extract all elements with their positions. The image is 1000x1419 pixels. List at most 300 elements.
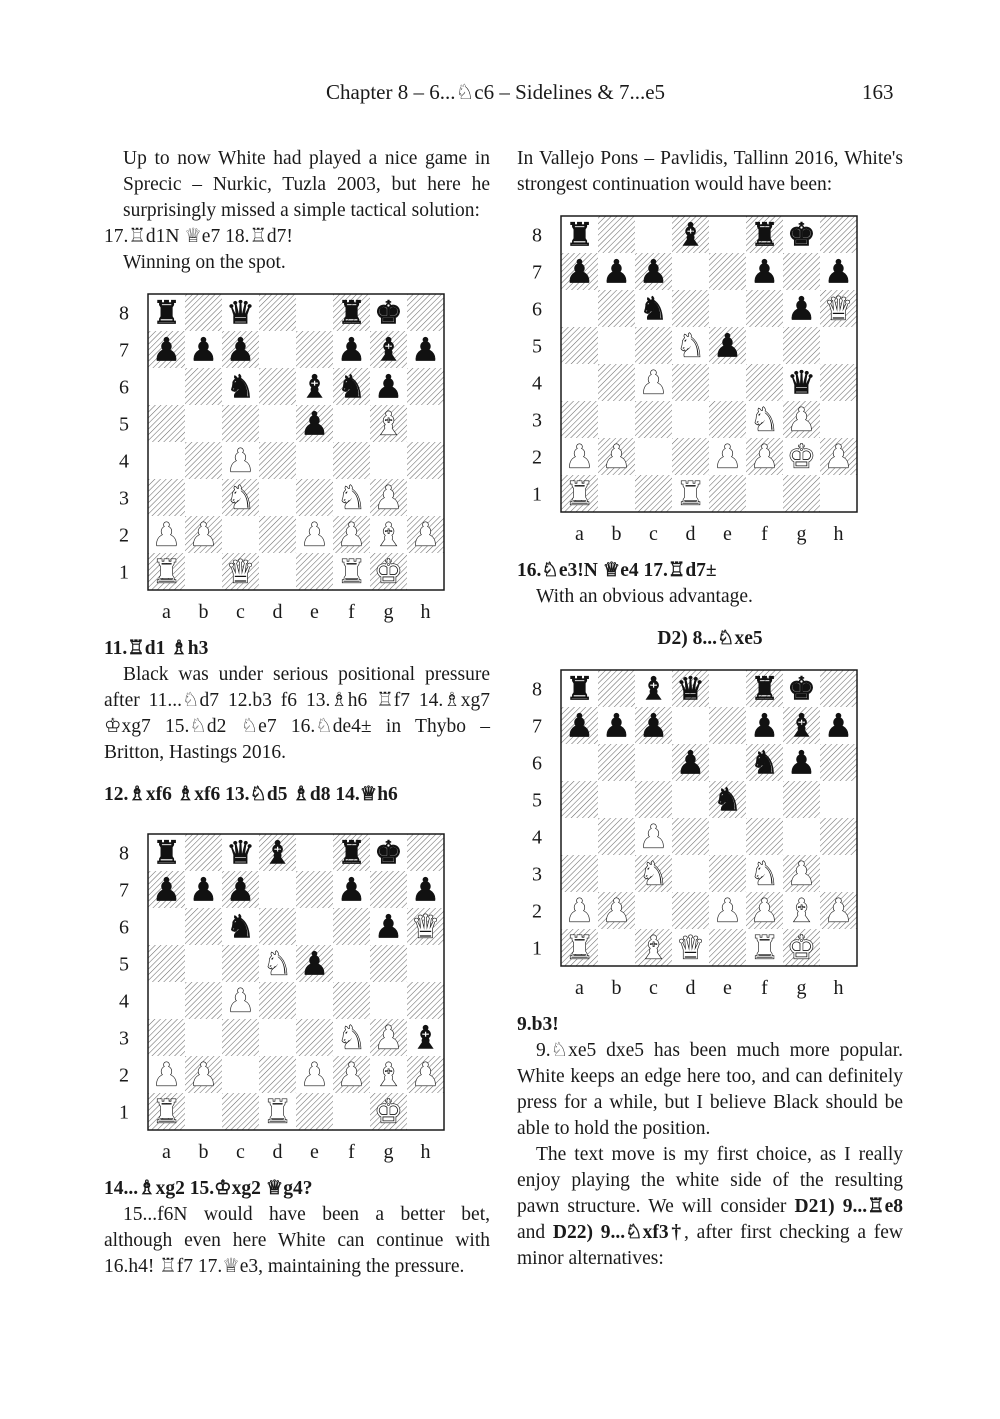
square-h4	[820, 818, 857, 855]
square-f6	[333, 908, 370, 945]
square-f5	[333, 405, 370, 442]
square-e8	[296, 294, 333, 331]
square-h5	[820, 327, 857, 364]
rank-label: 7	[532, 261, 542, 284]
square-d7	[672, 707, 709, 744]
white-queen-icon: ♛	[226, 552, 255, 591]
white-knight-icon: ♞	[639, 854, 668, 893]
right-column	[517, 146, 903, 1272]
black-pawn-icon: ♟	[787, 289, 816, 328]
move-9: 9.b3!	[517, 1014, 559, 1035]
white-pawn-icon: ♟	[300, 1055, 329, 1094]
rank-label: 6	[119, 916, 129, 939]
variation-d21: D21) 9...♖e8	[794, 1196, 903, 1217]
file-label: b	[198, 1141, 209, 1163]
square-h8	[407, 294, 444, 331]
rank-label: 4	[119, 990, 129, 1013]
chess-diagram-1	[104, 292, 490, 628]
black-pawn-icon: ♟	[152, 870, 181, 909]
rank-label: 8	[532, 224, 542, 247]
left-column	[104, 146, 490, 1280]
file-label: h	[833, 977, 844, 999]
white-pawn-icon: ♟	[713, 891, 742, 930]
square-a5	[561, 781, 598, 818]
square-b5	[185, 945, 222, 982]
square-e3	[296, 479, 333, 516]
square-h1	[407, 1093, 444, 1130]
file-label: e	[310, 1141, 319, 1163]
square-e8	[709, 670, 746, 707]
white-bishop-icon: ♝	[374, 1055, 403, 1094]
white-bishop-icon: ♝	[374, 404, 403, 443]
square-e4	[709, 364, 746, 401]
paragraph-nxe5: 9.♘xe5 dxe5 has been much more popular. White keeps an edge here too, and can definitely press for a while, but I believe Black should be able to hold the position.	[517, 1040, 903, 1139]
rank-label: 2	[532, 900, 542, 923]
square-e7	[296, 331, 333, 368]
black-knight-icon: ♞	[750, 743, 779, 782]
square-b8	[598, 216, 635, 253]
white-king-icon: ♚	[374, 1092, 403, 1131]
black-pawn-icon: ♟	[750, 706, 779, 745]
rank-label: 6	[532, 298, 542, 321]
square-b4	[185, 442, 222, 479]
square-c5	[222, 945, 259, 982]
file-label: d	[685, 977, 696, 999]
chess-diagram-2	[104, 832, 490, 1168]
file-label: d	[685, 523, 696, 545]
square-d3	[259, 1019, 296, 1056]
square-d5	[672, 781, 709, 818]
black-pawn-icon: ♟	[639, 252, 668, 291]
white-rook-icon: ♜	[565, 928, 594, 967]
rank-label: 3	[532, 409, 542, 432]
move-12: 12.♗xf6 ♗xf6 13.♘d5 ♗d8 14.♕h6	[104, 784, 398, 805]
rank-label: 7	[119, 339, 129, 362]
square-b4	[185, 982, 222, 1019]
square-f4	[746, 818, 783, 855]
file-label: c	[649, 523, 658, 545]
black-pawn-icon: ♟	[639, 706, 668, 745]
square-d7	[259, 331, 296, 368]
square-c5	[222, 405, 259, 442]
page-number: 163	[862, 80, 894, 104]
file-label: e	[310, 601, 319, 623]
square-h1	[820, 929, 857, 966]
black-bishop-icon: ♝	[639, 669, 668, 708]
square-c1	[222, 1093, 259, 1130]
file-label: a	[575, 523, 584, 545]
square-h8	[820, 216, 857, 253]
square-b3	[185, 1019, 222, 1056]
square-e1	[296, 553, 333, 590]
square-d2	[259, 516, 296, 553]
square-d3	[672, 401, 709, 438]
square-f4	[746, 364, 783, 401]
black-pawn-icon: ♟	[411, 870, 440, 909]
square-g7	[783, 253, 820, 290]
white-knight-icon: ♞	[750, 854, 779, 893]
square-b4	[598, 364, 635, 401]
black-pawn-icon: ♟	[713, 326, 742, 365]
square-a4	[148, 982, 185, 1019]
paragraph-advantage: With an obvious advantage.	[536, 586, 753, 607]
rank-label: 2	[532, 446, 542, 469]
square-d8	[259, 294, 296, 331]
square-b5	[598, 327, 635, 364]
white-pawn-icon: ♟	[226, 441, 255, 480]
square-f6	[746, 290, 783, 327]
square-e7	[709, 253, 746, 290]
white-knight-icon: ♞	[750, 400, 779, 439]
square-d4	[672, 818, 709, 855]
black-queen-icon: ♛	[226, 293, 255, 332]
paragraph-thybo: Black was under serious positional pressure after 11...♘d7 12.b3 f6 13.♗h6 ♖f7 14.♗xg7 ♔xg7 15.♘d2 ♘e7 16.♘de4± in Thybo – Britton, Hastings 2016.	[104, 664, 490, 763]
white-rook-icon: ♜	[152, 552, 181, 591]
square-g4	[370, 982, 407, 1019]
square-e8	[296, 834, 333, 871]
file-label: d	[272, 601, 283, 623]
file-label: h	[420, 601, 431, 623]
white-pawn-icon: ♟	[337, 1055, 366, 1094]
file-label: c	[236, 1141, 245, 1163]
square-c3	[635, 401, 672, 438]
black-rook-icon: ♜	[337, 833, 366, 872]
square-d2	[672, 892, 709, 929]
square-d2	[259, 1056, 296, 1093]
black-knight-icon: ♞	[337, 367, 366, 406]
square-b6	[185, 368, 222, 405]
black-pawn-icon: ♟	[565, 252, 594, 291]
square-a4	[561, 818, 598, 855]
rank-label: 3	[119, 487, 129, 510]
square-g5	[783, 327, 820, 364]
file-label: f	[348, 1141, 355, 1163]
square-b3	[598, 401, 635, 438]
square-g4	[783, 818, 820, 855]
file-label: h	[420, 1141, 431, 1163]
square-f4	[333, 442, 370, 479]
white-king-icon: ♚	[787, 928, 816, 967]
paragraph-sprecic: Up to now White had played a nice game in Sprecic – Nurkic, Tuzla 2003, but here he surprisingly missed a simple tactical solution:	[123, 148, 490, 221]
white-rook-icon: ♜	[565, 474, 594, 513]
square-a5	[561, 327, 598, 364]
square-d3	[672, 855, 709, 892]
square-d6	[672, 290, 709, 327]
square-h8	[407, 834, 444, 871]
white-pawn-icon: ♟	[152, 515, 181, 554]
file-label: a	[162, 1141, 171, 1163]
square-a6	[148, 368, 185, 405]
black-knight-icon: ♞	[226, 367, 255, 406]
moves-line-17: 17.♖d1N ♕e7 18.♖d7!	[104, 226, 293, 247]
file-label: a	[575, 977, 584, 999]
square-b3	[598, 855, 635, 892]
white-pawn-icon: ♟	[152, 1055, 181, 1094]
black-pawn-icon: ♟	[300, 404, 329, 443]
rank-label: 1	[532, 483, 542, 506]
square-f1	[333, 1093, 370, 1130]
white-pawn-icon: ♟	[602, 437, 631, 476]
square-e3	[709, 855, 746, 892]
square-b5	[598, 781, 635, 818]
square-a5	[148, 405, 185, 442]
black-pawn-icon: ♟	[602, 706, 631, 745]
black-pawn-icon: ♟	[300, 944, 329, 983]
square-g1	[783, 475, 820, 512]
file-label: e	[723, 977, 732, 999]
move-11: 11.♖d1 ♗h3	[104, 638, 209, 659]
square-b1	[598, 475, 635, 512]
section-heading-d2: D2) 8...♘xe5	[657, 628, 763, 649]
square-e6	[709, 290, 746, 327]
square-h4	[820, 364, 857, 401]
white-queen-icon: ♛	[411, 907, 440, 946]
move-14: 14...♗xg2 15.♔xg2 ♕g4?	[104, 1178, 313, 1199]
text-part: , after first checking a few minor alternatives:	[517, 1222, 903, 1269]
white-rook-icon: ♜	[750, 928, 779, 967]
white-rook-icon: ♜	[676, 474, 705, 513]
rank-label: 7	[532, 715, 542, 738]
move-16: 16.♘e3!N ♕e4 17.♖d7±	[517, 560, 717, 581]
square-f5	[746, 327, 783, 364]
white-bishop-icon: ♝	[374, 515, 403, 554]
square-e4	[296, 442, 333, 479]
rank-label: 8	[119, 842, 129, 865]
white-pawn-icon: ♟	[374, 1018, 403, 1057]
rank-label: 5	[119, 413, 129, 436]
white-pawn-icon: ♟	[300, 515, 329, 554]
white-queen-icon: ♛	[676, 928, 705, 967]
black-bishop-icon: ♝	[787, 706, 816, 745]
square-f4	[333, 982, 370, 1019]
chess-board-1	[104, 292, 490, 628]
file-label: f	[761, 523, 768, 545]
square-e4	[709, 818, 746, 855]
black-pawn-icon: ♟	[676, 743, 705, 782]
black-pawn-icon: ♟	[824, 252, 853, 291]
square-f5	[746, 781, 783, 818]
black-queen-icon: ♛	[676, 669, 705, 708]
white-bishop-icon: ♝	[787, 891, 816, 930]
file-label: g	[383, 1141, 394, 1163]
white-pawn-icon: ♟	[824, 891, 853, 930]
square-a3	[561, 401, 598, 438]
black-pawn-icon: ♟	[189, 870, 218, 909]
white-knight-icon: ♞	[337, 1018, 366, 1057]
file-label: g	[383, 601, 394, 623]
square-c1	[635, 475, 672, 512]
black-pawn-icon: ♟	[750, 252, 779, 291]
black-knight-icon: ♞	[713, 780, 742, 819]
white-pawn-icon: ♟	[787, 400, 816, 439]
square-d1	[259, 553, 296, 590]
file-label: a	[162, 601, 171, 623]
square-b6	[185, 908, 222, 945]
rank-label: 3	[532, 863, 542, 886]
file-label: g	[796, 523, 807, 545]
black-knight-icon: ♞	[639, 289, 668, 328]
black-king-icon: ♚	[787, 669, 816, 708]
rank-label: 6	[532, 752, 542, 775]
white-pawn-icon: ♟	[713, 437, 742, 476]
white-knight-icon: ♞	[676, 326, 705, 365]
black-bishop-icon: ♝	[676, 215, 705, 254]
black-pawn-icon: ♟	[226, 870, 255, 909]
black-pawn-icon: ♟	[337, 870, 366, 909]
square-b1	[185, 553, 222, 590]
text-part: The text move is my first choice, as I really enjoy playing the white side of the resulting pawn structure. We will consider	[517, 1144, 903, 1217]
square-a6	[148, 908, 185, 945]
square-a3	[561, 855, 598, 892]
white-pawn-icon: ♟	[226, 981, 255, 1020]
rank-label: 3	[119, 1027, 129, 1050]
square-b4	[598, 818, 635, 855]
square-b6	[598, 290, 635, 327]
square-d6	[259, 368, 296, 405]
square-a3	[148, 479, 185, 516]
black-rook-icon: ♜	[152, 293, 181, 332]
square-g7	[370, 871, 407, 908]
white-pawn-icon: ♟	[411, 515, 440, 554]
white-knight-icon: ♞	[226, 478, 255, 517]
square-a6	[561, 290, 598, 327]
square-e1	[296, 1093, 333, 1130]
square-b6	[598, 744, 635, 781]
white-rook-icon: ♜	[152, 1092, 181, 1131]
black-rook-icon: ♜	[565, 215, 594, 254]
square-c8	[635, 216, 672, 253]
white-queen-icon: ♛	[824, 289, 853, 328]
square-c3	[222, 1019, 259, 1056]
square-d4	[259, 982, 296, 1019]
square-a3	[148, 1019, 185, 1056]
white-king-icon: ♚	[374, 552, 403, 591]
paragraph-text-move	[517, 1142, 903, 1272]
white-pawn-icon: ♟	[565, 437, 594, 476]
rank-label: 2	[119, 1064, 129, 1087]
square-d5	[259, 405, 296, 442]
square-h4	[407, 982, 444, 1019]
file-label: b	[611, 523, 622, 545]
file-label: b	[611, 977, 622, 999]
square-a5	[148, 945, 185, 982]
black-bishop-icon: ♝	[374, 330, 403, 369]
square-b1	[598, 929, 635, 966]
white-pawn-icon: ♟	[189, 515, 218, 554]
square-c2	[222, 516, 259, 553]
rank-label: 8	[119, 302, 129, 325]
black-knight-icon: ♞	[226, 907, 255, 946]
square-h8	[820, 670, 857, 707]
black-pawn-icon: ♟	[787, 743, 816, 782]
rank-label: 4	[119, 450, 129, 473]
chapter-title: Chapter 8 – 6...♘c6 – Sidelines & 7...e5	[326, 80, 666, 104]
rank-label: 4	[532, 372, 542, 395]
square-c2	[635, 892, 672, 929]
black-king-icon: ♚	[374, 293, 403, 332]
square-e3	[296, 1019, 333, 1056]
black-pawn-icon: ♟	[602, 252, 631, 291]
square-h4	[407, 442, 444, 479]
square-h1	[407, 553, 444, 590]
chess-board-2	[104, 832, 490, 1168]
square-e1	[709, 475, 746, 512]
square-h3	[820, 401, 857, 438]
square-g5	[783, 781, 820, 818]
white-rook-icon: ♜	[263, 1092, 292, 1131]
white-bishop-icon: ♝	[639, 928, 668, 967]
black-queen-icon: ♛	[787, 363, 816, 402]
square-d2	[672, 438, 709, 475]
rank-label: 8	[532, 678, 542, 701]
square-d6	[259, 908, 296, 945]
square-a4	[148, 442, 185, 479]
file-label: f	[348, 601, 355, 623]
white-pawn-icon: ♟	[189, 1055, 218, 1094]
black-bishop-icon: ♝	[411, 1018, 440, 1057]
square-f5	[333, 945, 370, 982]
chess-board-4	[517, 668, 903, 1004]
paragraph-f6n: 15...f6N would have been a better bet, although even here White can continue with 16.h4! ♖f7 17.♕e3, maintaining the pressure.	[104, 1204, 490, 1277]
black-rook-icon: ♜	[565, 669, 594, 708]
square-d3	[259, 479, 296, 516]
rank-label: 1	[119, 1101, 129, 1124]
square-e7	[296, 871, 333, 908]
black-pawn-icon: ♟	[226, 330, 255, 369]
chess-diagram-3	[517, 214, 903, 550]
square-e3	[709, 401, 746, 438]
white-pawn-icon: ♟	[787, 854, 816, 893]
square-e7	[709, 707, 746, 744]
square-c2	[222, 1056, 259, 1093]
square-h5	[407, 405, 444, 442]
square-c5	[635, 327, 672, 364]
square-b3	[185, 479, 222, 516]
square-g5	[370, 945, 407, 982]
rank-label: 4	[532, 826, 542, 849]
white-pawn-icon: ♟	[750, 891, 779, 930]
square-e6	[709, 744, 746, 781]
white-pawn-icon: ♟	[750, 437, 779, 476]
rank-label: 1	[119, 561, 129, 584]
square-e8	[709, 216, 746, 253]
black-bishop-icon: ♝	[300, 367, 329, 406]
black-pawn-icon: ♟	[411, 330, 440, 369]
black-pawn-icon: ♟	[374, 367, 403, 406]
black-rook-icon: ♜	[750, 669, 779, 708]
black-pawn-icon: ♟	[374, 907, 403, 946]
white-pawn-icon: ♟	[337, 515, 366, 554]
square-c5	[635, 781, 672, 818]
square-b8	[185, 834, 222, 871]
white-pawn-icon: ♟	[824, 437, 853, 476]
white-king-icon: ♚	[787, 437, 816, 476]
rank-label: 6	[119, 376, 129, 399]
white-rook-icon: ♜	[337, 552, 366, 591]
file-label: c	[236, 601, 245, 623]
black-king-icon: ♚	[374, 833, 403, 872]
black-bishop-icon: ♝	[263, 833, 292, 872]
chess-diagram-4	[517, 668, 903, 1004]
file-label: f	[761, 977, 768, 999]
white-pawn-icon: ♟	[602, 891, 631, 930]
square-b1	[185, 1093, 222, 1130]
square-d7	[259, 871, 296, 908]
square-d4	[259, 442, 296, 479]
square-d4	[672, 364, 709, 401]
text-part: and	[517, 1222, 553, 1243]
square-e1	[709, 929, 746, 966]
